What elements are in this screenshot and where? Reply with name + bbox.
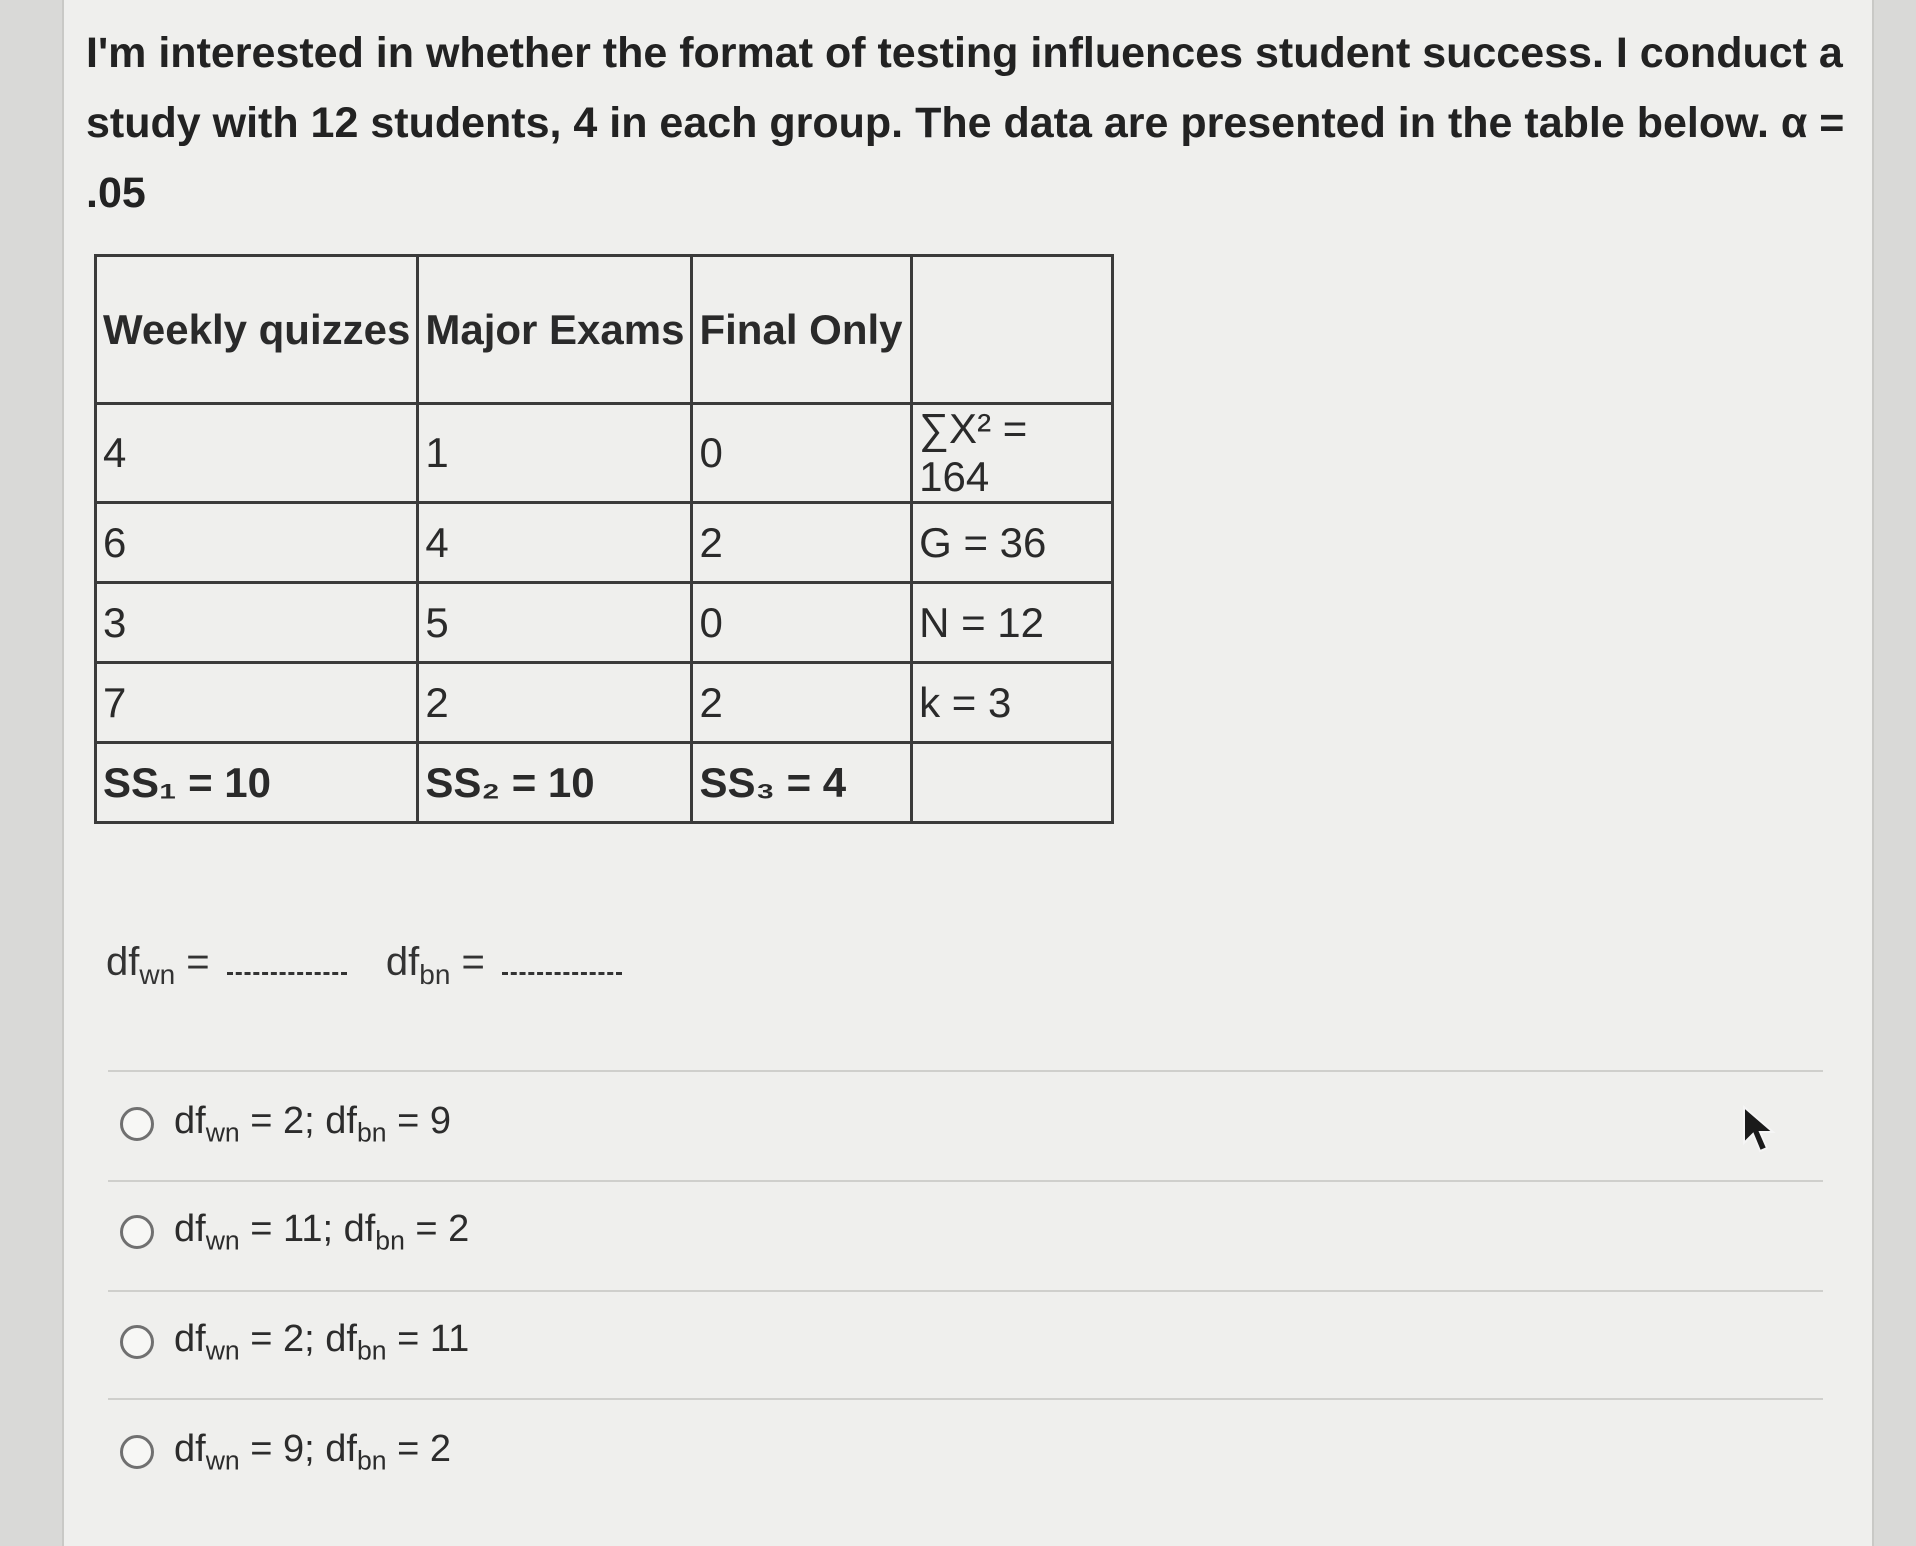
divider — [108, 1070, 1823, 1072]
df-wn-blank — [227, 952, 347, 975]
table-row — [96, 583, 1113, 663]
answer-option-4[interactable] — [120, 1428, 451, 1477]
table-cell: 0 — [692, 583, 912, 663]
radio-button[interactable] — [120, 1215, 154, 1249]
option-label: $df_{wn} = 11$; $df_{bn} = 2$ — [174, 1208, 470, 1256]
equals-sign: = — [186, 940, 210, 984]
ss-cell: SS₂ = 10 — [418, 743, 692, 823]
table-cell: 2 — [692, 663, 912, 743]
df-bn-subscript: bn — [419, 959, 451, 990]
table-cell: 4 — [96, 404, 418, 503]
equals-sign: = — [461, 940, 485, 984]
table-cell: 7 — [96, 663, 418, 743]
table-cell: 0 — [692, 404, 912, 503]
header-final-only: Final Only — [692, 256, 912, 404]
table-cell: 2 — [418, 663, 692, 743]
df-prompt — [106, 940, 650, 991]
summary-cell: N = 12 — [912, 583, 1113, 663]
option-label: $df_{wn} = 9$; $df_{bn} = 2$ — [174, 1428, 452, 1476]
header-major-exams: Major Exams — [418, 256, 692, 404]
divider — [108, 1180, 1823, 1182]
df-wn-subscript: wn — [139, 959, 176, 990]
table-cell: 5 — [418, 583, 692, 663]
df-bn-label: df — [385, 940, 420, 984]
table-row — [96, 503, 1113, 583]
radio-button[interactable] — [120, 1435, 154, 1469]
table-cell: 2 — [692, 503, 912, 583]
header-weekly-quizzes: Weekly quizzes — [96, 256, 418, 404]
question-text: I'm interested in whether the format of testing influences student success. I conduct a study with 12 students, 4 in each group. The data are presented in the table below. α = .05 — [86, 29, 1845, 217]
radio-button[interactable] — [120, 1325, 154, 1359]
table-cell: 3 — [96, 583, 418, 663]
header-summary — [912, 256, 1113, 404]
answer-option-2[interactable] — [120, 1208, 469, 1257]
ss-cell: SS₃ = 4 — [692, 743, 912, 823]
table-row — [96, 404, 1113, 503]
option-label: $df_{wn} = 2$; $df_{bn} = 11$ — [174, 1318, 470, 1366]
answer-option-3[interactable] — [120, 1318, 469, 1367]
radio-button[interactable] — [120, 1107, 154, 1141]
ss-cell — [912, 743, 1113, 823]
summary-cell: k = 3 — [912, 663, 1113, 743]
divider — [108, 1398, 1823, 1400]
table-cell: 4 — [418, 503, 692, 583]
summary-cell: ∑X² = 164 — [912, 404, 1113, 503]
table-cell: 6 — [96, 503, 418, 583]
ss-cell: SS₁ = 10 — [96, 743, 418, 823]
table-cell: 1 — [418, 404, 692, 503]
answer-option-1[interactable] — [120, 1100, 451, 1149]
ss-row — [96, 743, 1113, 823]
divider — [108, 1290, 1823, 1292]
table-header-row — [96, 256, 1113, 404]
summary-cell: G = 36 — [912, 503, 1113, 583]
df-bn-blank — [502, 952, 622, 975]
df-wn-label: df — [106, 940, 140, 984]
mouse-cursor-icon — [1740, 1105, 1780, 1155]
table-row — [96, 663, 1113, 743]
data-table — [94, 254, 1114, 824]
option-label: $df_{wn} = 2$; $df_{bn} = 9$ — [174, 1100, 452, 1148]
